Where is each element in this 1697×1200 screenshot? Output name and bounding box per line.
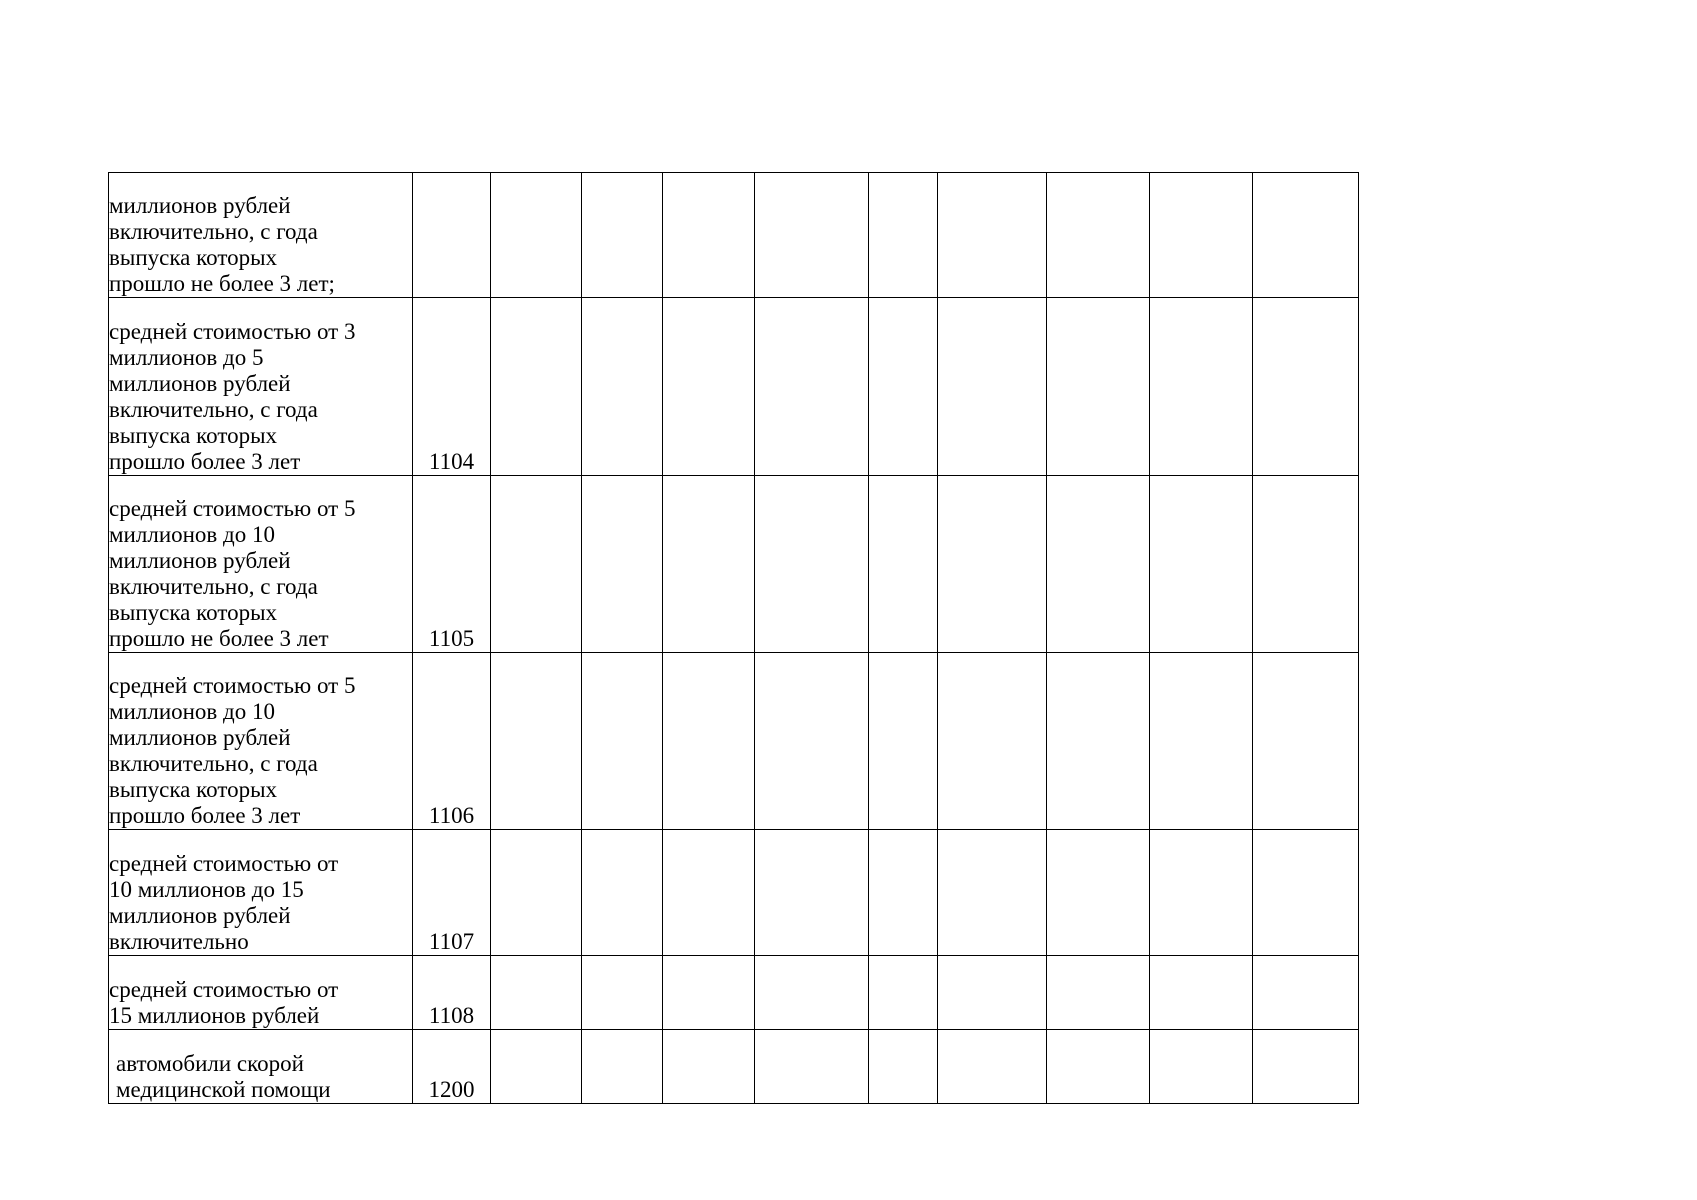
empty-cell <box>1150 653 1253 830</box>
empty-cell <box>869 653 938 830</box>
empty-cell <box>755 298 869 476</box>
empty-cell <box>1047 173 1150 298</box>
empty-cell <box>938 298 1047 476</box>
table-row <box>109 1030 1359 1104</box>
empty-cell <box>582 653 663 830</box>
row-description: средней стоимостью от 5 миллионов до 10 миллионов рублей включительно, с года выпуска которых прошло не более 3 лет <box>109 476 413 653</box>
empty-cell <box>869 476 938 653</box>
row-description: автомобили скорой медицинской помощи <box>109 1030 413 1104</box>
empty-cell <box>755 956 869 1030</box>
empty-cell <box>938 476 1047 653</box>
row-description: средней стоимостью от 5 миллионов до 10 миллионов рублей включительно, с года выпуска которых прошло более 3 лет <box>109 653 413 830</box>
empty-cell <box>582 1030 663 1104</box>
empty-cell <box>1150 1030 1253 1104</box>
empty-cell <box>1047 653 1150 830</box>
empty-cell <box>663 1030 755 1104</box>
empty-cell <box>1253 956 1359 1030</box>
empty-cell <box>1150 173 1253 298</box>
empty-cell <box>869 298 938 476</box>
empty-cell <box>938 830 1047 956</box>
row-code: 1105 <box>413 476 491 653</box>
empty-cell <box>663 298 755 476</box>
empty-cell <box>663 956 755 1030</box>
empty-cell <box>491 476 582 653</box>
empty-cell <box>1253 1030 1359 1104</box>
empty-cell <box>491 173 582 298</box>
empty-cell <box>755 173 869 298</box>
empty-cell <box>491 298 582 476</box>
data-table <box>108 172 1359 1104</box>
empty-cell <box>1150 476 1253 653</box>
table-row <box>109 830 1359 956</box>
empty-cell <box>1253 830 1359 956</box>
empty-cell <box>755 653 869 830</box>
empty-cell <box>1253 173 1359 298</box>
empty-cell <box>491 830 582 956</box>
empty-cell <box>582 173 663 298</box>
row-code <box>413 173 491 298</box>
empty-cell <box>491 1030 582 1104</box>
row-code: 1200 <box>413 1030 491 1104</box>
empty-cell <box>582 956 663 1030</box>
empty-cell <box>755 1030 869 1104</box>
empty-cell <box>663 653 755 830</box>
empty-cell <box>663 173 755 298</box>
empty-cell <box>1047 956 1150 1030</box>
empty-cell <box>582 476 663 653</box>
table-row <box>109 956 1359 1030</box>
empty-cell <box>1253 653 1359 830</box>
row-description: средней стоимостью от 10 миллионов до 15 миллионов рублей включительно <box>109 830 413 956</box>
table-row <box>109 173 1359 298</box>
empty-cell <box>1047 1030 1150 1104</box>
empty-cell <box>663 476 755 653</box>
empty-cell <box>1253 298 1359 476</box>
empty-cell <box>938 173 1047 298</box>
empty-cell <box>663 830 755 956</box>
empty-cell <box>1047 830 1150 956</box>
empty-cell <box>1150 956 1253 1030</box>
table-row <box>109 653 1359 830</box>
empty-cell <box>755 476 869 653</box>
row-code: 1107 <box>413 830 491 956</box>
row-description: средней стоимостью от 15 миллионов рублей <box>109 956 413 1030</box>
empty-cell <box>1253 476 1359 653</box>
row-code: 1104 <box>413 298 491 476</box>
empty-cell <box>869 830 938 956</box>
empty-cell <box>869 173 938 298</box>
empty-cell <box>938 653 1047 830</box>
row-code: 1106 <box>413 653 491 830</box>
table-row <box>109 476 1359 653</box>
row-code: 1108 <box>413 956 491 1030</box>
empty-cell <box>491 653 582 830</box>
empty-cell <box>582 298 663 476</box>
table-row <box>109 298 1359 476</box>
empty-cell <box>938 956 1047 1030</box>
row-description: средней стоимостью от 3 миллионов до 5 миллионов рублей включительно, с года выпуска которых прошло более 3 лет <box>109 298 413 476</box>
empty-cell <box>938 1030 1047 1104</box>
empty-cell <box>1047 298 1150 476</box>
empty-cell <box>1047 476 1150 653</box>
empty-cell <box>1150 298 1253 476</box>
row-description: миллионов рублей включительно, с года выпуска которых прошло не более 3 лет; <box>109 173 413 298</box>
empty-cell <box>1150 830 1253 956</box>
empty-cell <box>491 956 582 1030</box>
empty-cell <box>869 1030 938 1104</box>
empty-cell <box>755 830 869 956</box>
empty-cell <box>582 830 663 956</box>
empty-cell <box>869 956 938 1030</box>
